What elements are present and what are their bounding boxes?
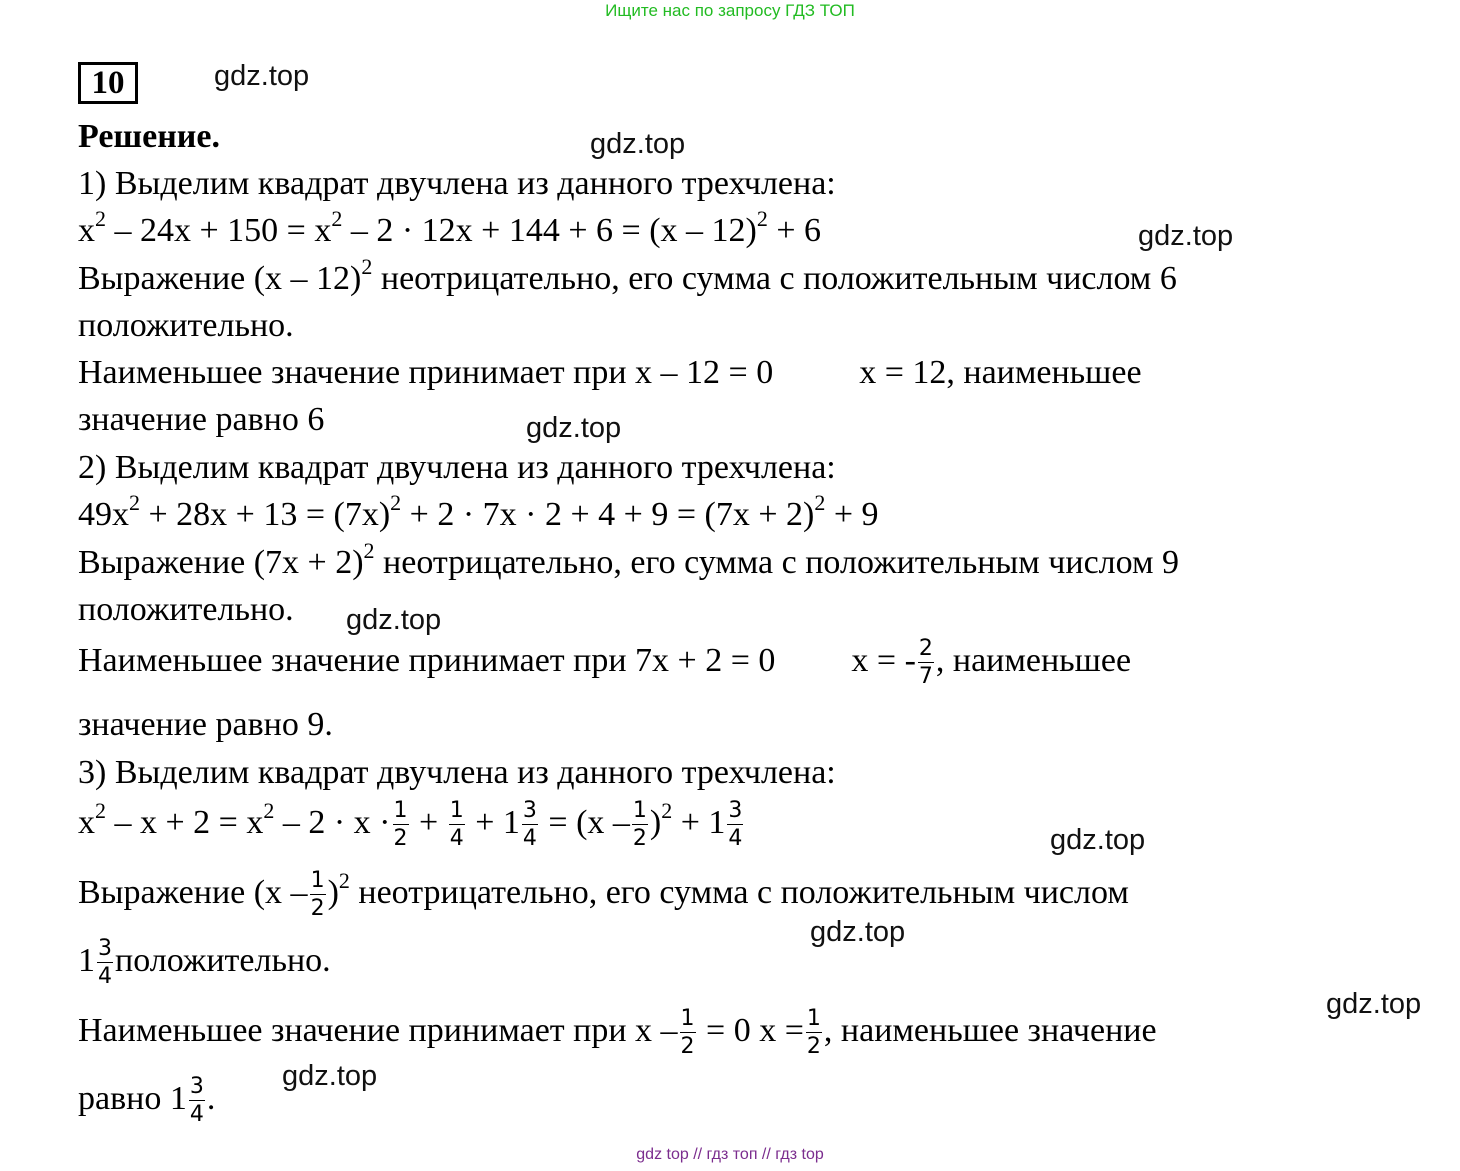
fraction: $\frac{3}{4}$ bbox=[98, 936, 112, 989]
part1-intro: 1) Выделим квадрат двучлена из данного трехчлена: bbox=[78, 165, 836, 202]
fraction: $\frac{1}{4}$ bbox=[449, 798, 464, 851]
solution-heading: Решение. bbox=[78, 118, 220, 155]
watermark: gdz.top bbox=[526, 412, 622, 444]
fraction: $\frac{1}{2}$ bbox=[680, 1006, 695, 1059]
part1-value: значение равно 6 bbox=[78, 401, 325, 438]
fraction: $\frac{1}{2}$ bbox=[632, 798, 647, 851]
fraction: $\frac{3}{4}$ bbox=[189, 1074, 204, 1127]
fraction: $\frac{3}{4}$ bbox=[522, 798, 537, 851]
watermark: gdz.top bbox=[1050, 824, 1146, 856]
part2-minimum: Наименьшее значение принимает при 7x + 2 = 0 x = - $\frac{2}{7}$ , наименьшее bbox=[78, 636, 1132, 689]
part3-positive: 1 $\frac{3}{4}$ положительно. bbox=[78, 936, 331, 989]
watermark: gdz.top bbox=[214, 60, 310, 92]
part3-intro: 3) Выделим квадрат двучлена из данного трехчлена: bbox=[78, 754, 836, 791]
fraction: $\frac{3}{4}$ bbox=[728, 798, 743, 851]
footer-watermark: gdz top // гдз топ // гдз top bbox=[636, 1146, 824, 1163]
watermark: gdz.top bbox=[282, 1060, 378, 1092]
part3-expression: Выражение (x – $\frac{1}{2}$ )$^2$ неотрицательно, его сумма с положительным числом bbox=[78, 867, 1129, 921]
watermark: gdz.top bbox=[810, 916, 906, 948]
part1-minimum: Наименьшее значение принимает при x – 12 = 0 x = 12, наименьшее bbox=[78, 354, 1142, 391]
search-banner: Ищите нас по запросу ГДЗ ТОП bbox=[605, 1, 855, 20]
watermark: gdz.top bbox=[590, 128, 686, 160]
watermark: gdz.top bbox=[1138, 220, 1234, 252]
part2-equation: $49x^2 + 28x + 13 = (7x)^2 + 2 \cdot 7x \cdot 2 + 4 + 9 = (7x + 2)^2 + 9$ bbox=[78, 490, 879, 533]
part1-expression: Выражение (x – 12)$^2$ неотрицательно, его сумма с положительным числом 6 bbox=[78, 254, 1177, 297]
fraction: $\frac{1}{2}$ bbox=[393, 798, 408, 851]
part2-expression: Выражение $(7x + 2)^2$ неотрицательно, его сумма с положительным числом 9 bbox=[78, 538, 1179, 581]
fraction: $\frac{1}{2}$ bbox=[310, 868, 325, 921]
watermark: gdz.top bbox=[346, 604, 442, 636]
part2-positive: положительно. bbox=[78, 591, 294, 628]
part3-value: равно 1 $\frac{3}{4}$ . bbox=[78, 1074, 216, 1127]
task-number: 10 bbox=[78, 62, 138, 104]
part3-equation: $x^2 - x + 2 = x^2 - 2 \cdot x$ · $\frac{1}{2}$ + $\frac{1}{4}$ + 1 $\frac{3}{4}$ = (x – $\frac{1}{2}$ )$^2$ + 1 $\frac{3}{4}$ bbox=[78, 797, 743, 851]
fraction: $\frac{2}{7}$ bbox=[918, 636, 933, 689]
part1-positive: положительно. bbox=[78, 307, 294, 344]
fraction: $\frac{1}{2}$ bbox=[806, 1006, 821, 1059]
part3-minimum: Наименьшее значение принимает при x – $\frac{1}{2}$ = 0 x = $\frac{1}{2}$ , наименьшее значение bbox=[78, 1006, 1157, 1059]
part2-intro: 2) Выделим квадрат двучлена из данного трехчлена: bbox=[78, 449, 836, 486]
watermark: gdz.top bbox=[1326, 988, 1422, 1020]
part1-equation: $x^2 - 24x + 150 = x^2 - 2 \cdot 12x + 144 + 6 = (x - 12)^2 + 6$ bbox=[78, 206, 822, 249]
part2-value: значение равно 9. bbox=[78, 706, 333, 743]
